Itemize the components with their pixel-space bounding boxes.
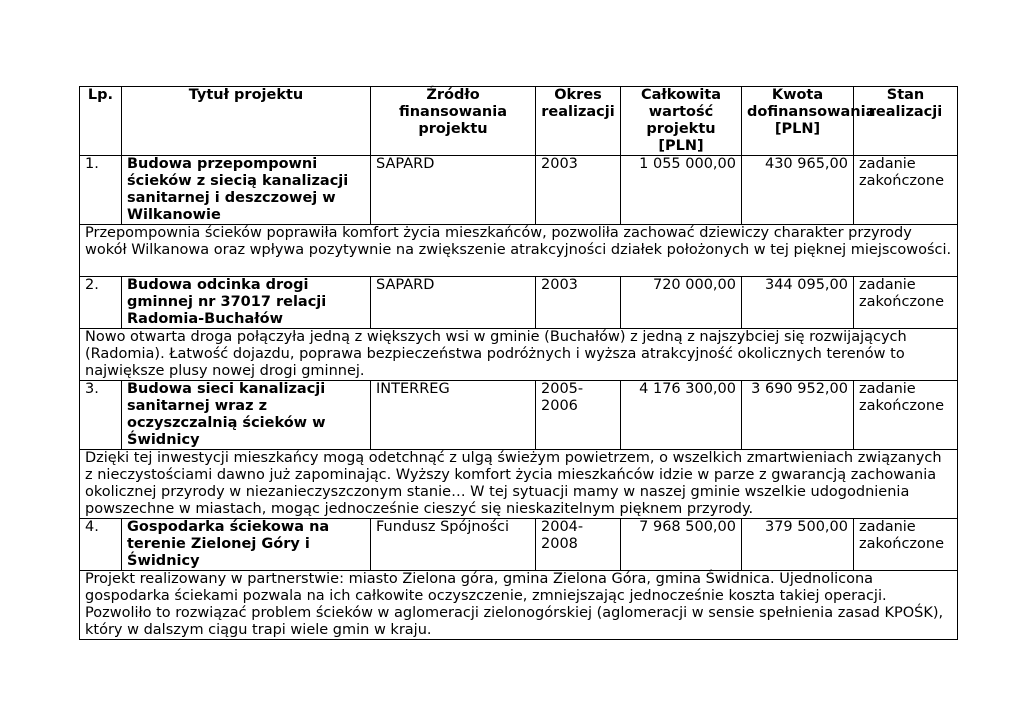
cell-lp: 3. bbox=[80, 381, 122, 450]
description-row bbox=[80, 450, 958, 519]
cell-title: Gospodarka ściekowa na terenie Zielonej Góry i Świdnicy bbox=[122, 519, 371, 571]
cell-total: 720 000,00 bbox=[621, 277, 742, 329]
table-row bbox=[80, 156, 958, 225]
cell-description: Dzięki tej inwestycji mieszkańcy mogą odetchnąć z ulgą świeżym powietrzem, o wszelkich zmartwieniach związanych z nieczystościami dawno już zapominając. Wyższy komfort życia mieszkańców idzie w parze z gwarancją zachowania okolicznej przyrody w niezanieczyszczonym stanie… W tej sytuacji mamy w naszej gminie wszelkie udogodnienia powszechne w miastach, mogąc jednocześnie cieszyć się nieskazitelnym pięknem przyrody. bbox=[80, 450, 958, 519]
cell-grant: 379 500,00 bbox=[742, 519, 854, 571]
table-row bbox=[80, 277, 958, 329]
header-source: Źródło finansowania projektu bbox=[371, 87, 536, 156]
cell-period: 2003 bbox=[536, 277, 621, 329]
cell-source: Fundusz Spójności bbox=[371, 519, 536, 571]
cell-description: Przepompownia ścieków poprawiła komfort życia mieszkańców, pozwoliła zachować dziewiczy charakter przyrody wokół Wilkanowa oraz wpływa pozytywnie na zwiększenie atrakcyjności działek położonych w tej pięknej miejscowości. bbox=[80, 225, 958, 277]
cell-source: INTERREG bbox=[371, 381, 536, 450]
cell-period: 2003 bbox=[536, 156, 621, 225]
cell-title: Budowa sieci kanalizacji sanitarnej wraz z oczyszczalnią ścieków w Świdnicy bbox=[122, 381, 371, 450]
header-period: Okres realizacji bbox=[536, 87, 621, 156]
cell-status: zadanie zakończone bbox=[854, 519, 958, 571]
cell-status: zadanie zakończone bbox=[854, 277, 958, 329]
header-lp: Lp. bbox=[80, 87, 122, 156]
cell-lp: 1. bbox=[80, 156, 122, 225]
cell-total: 7 968 500,00 bbox=[621, 519, 742, 571]
cell-period: 2005-2006 bbox=[536, 381, 621, 450]
cell-description: Nowo otwarta droga połączyła jedną z większych wsi w gminie (Buchałów) z jedną z najszybciej się rozwijających (Radomia). Łatwość dojazdu, poprawa bezpieczeństwa podróżnych i wyższa atrakcyjność okolicznych terenów to największe plusy nowej drogi gminnej. bbox=[80, 329, 958, 381]
header-row bbox=[80, 87, 958, 156]
header-title: Tytuł projektu bbox=[122, 87, 371, 156]
table-row bbox=[80, 381, 958, 450]
cell-source: SAPARD bbox=[371, 277, 536, 329]
cell-total: 4 176 300,00 bbox=[621, 381, 742, 450]
cell-lp: 2. bbox=[80, 277, 122, 329]
cell-title: Budowa przepompowni ścieków z siecią kanalizacji sanitarnej i deszczowej w Wilkanowie bbox=[122, 156, 371, 225]
cell-source: SAPARD bbox=[371, 156, 536, 225]
cell-description: Projekt realizowany w partnerstwie: miasto Zielona góra, gmina Zielona Góra, gmina Świdnica. Ujednolicona gospodarka ściekami pozwala na ich całkowite oczyszczenie, zmniejszając jednocześnie koszta takiej operacji. Pozwoliło to rozwiązać problem ścieków w aglomeracji zielonogórskiej (aglomeracji w sensie spełnienia zasad KPOŚK), który w dalszym ciągu trapi wiele gmin w kraju. bbox=[80, 571, 958, 640]
description-row bbox=[80, 571, 958, 640]
header-status: Stan realizacji bbox=[854, 87, 958, 156]
cell-status: zadanie zakończone bbox=[854, 381, 958, 450]
table-row bbox=[80, 519, 958, 571]
cell-grant: 3 690 952,00 bbox=[742, 381, 854, 450]
cell-grant: 430 965,00 bbox=[742, 156, 854, 225]
description-row bbox=[80, 329, 958, 381]
cell-period: 2004-2008 bbox=[536, 519, 621, 571]
cell-status: zadanie zakończone bbox=[854, 156, 958, 225]
cell-total: 1 055 000,00 bbox=[621, 156, 742, 225]
header-total: Całkowita wartość projektu [PLN] bbox=[621, 87, 742, 156]
cell-lp: 4. bbox=[80, 519, 122, 571]
cell-title: Budowa odcinka drogi gminnej nr 37017 relacji Radomia-Buchałów bbox=[122, 277, 371, 329]
projects-table bbox=[79, 86, 958, 640]
description-row bbox=[80, 225, 958, 277]
cell-grant: 344 095,00 bbox=[742, 277, 854, 329]
header-grant: Kwota dofinansowania [PLN] bbox=[742, 87, 854, 156]
